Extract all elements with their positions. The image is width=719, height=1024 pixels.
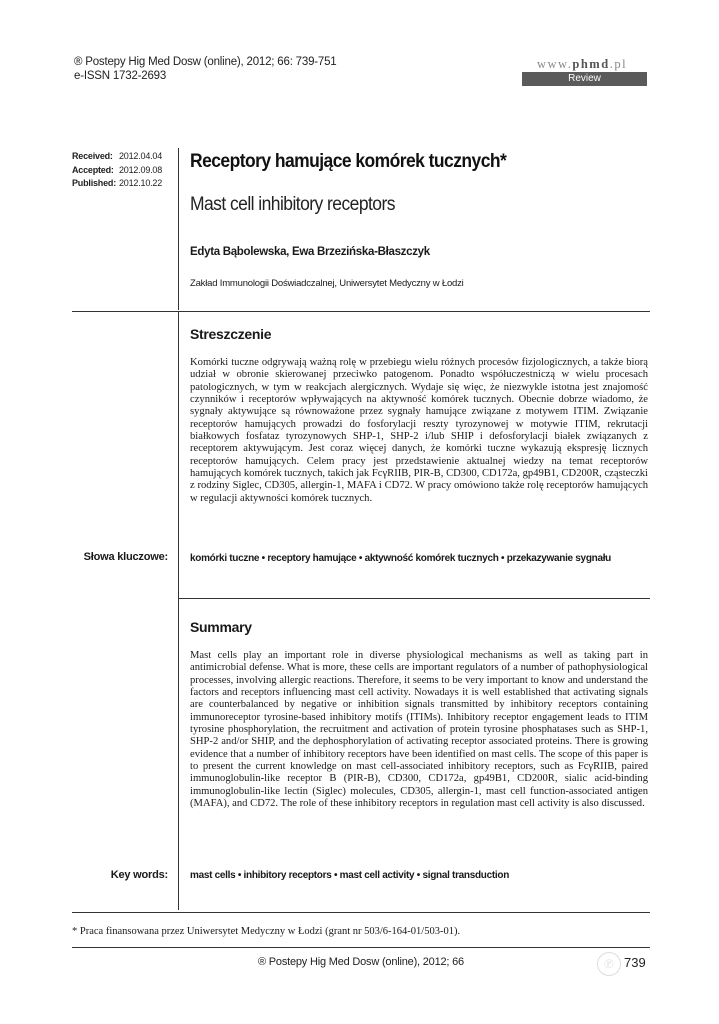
abstract-text-polish: Komórki tuczne odgrywają ważną rolę w przebiegu wielu różnych procesów fizjologicznych, a także biorą udział w obronie skierowanej przeciwko patogenom. Ponadto współuczestniczą w wielu procesach patologicznych, w tym w reakcjach alergicznych. Wydaje się więc, że niezwykle istotna jest znajomość czynników i receptorów wpływających na aktywność komórek tucznych. Obecnie dobrze wiadomo, że sygnały aktywujące są równoważone przez sygnały hamujące związane z motywem ITIM. Związanie receptorów hamujących prowadzi do fosforylacji reszty tyrozynowej w motywie ITIM, rekrutacji białkowych fosfataz tyrozynowych SHP-1, SHP-2 i/lub SHIP i defosforylacji białek związanych z receptorem aktywującym. Jest coraz więcej danych, że komórki tuczne wykazują ekspresję licznych receptorów hamujących. Celem pracy jest przedstawienie aktualnej wiedzy na temat receptorów hamujących komórek tucznych, takich jak FcγRIIB, PIR-B, CD300, CD172a, gp49B1, CD200R, cząsteczki z rodziny Siglec, CD305, allergin-1, MAFA i CD72. W pracy omówiono także rolę receptorów hamujących w regulacji aktywności komórek tucznych.: [190, 357, 648, 504]
abstract-text-english: Mast cells play an important role in diverse physiological mechanisms as well as taking part in antimicrobial defense. What is more, these cells are important regulators of a number of pathophysiological processes, involving allergic reactions. Therefore, it seems to be very important to know and understand the factors and receptors influencing mast cell activity. Nowadays it is well established that activating signals are counterbalanced by negative or inhibition signals transmitted by inhibitory receptors containing immunoreceptor tyrosine-based inhibitory motifs (ITIMs). Inhibitory receptor engagement leads to ITIM tyrosine phosphorylation, the recruitment and activation of protein tyrosine phosphatases such as SHP-1, SHP-2 and/or SHIP, and the dephosphorylation of activating receptor associated proteins. There is growing evidence that a number of inhibitory receptors have been identified on mast cells. The scope of this paper is to present the current knowledge on mast cell-associated inhibitory receptors, such as FcγRIIB, paired immunoglobulin-like receptor B (PIR-B), CD300, CD172a, gp49B1, CD200R, sialic acid-binding immunoglobulin-like lectin (Siglec) molecules, CD305, allergin-1, mast cell function-associated antigen (MAFA), and CD72. The role of these inhibitory receptors in regulation mast cell activity is also discussed.: [190, 650, 648, 810]
keyword: signal transduction: [422, 870, 510, 881]
footer-divider: [72, 947, 650, 948]
keyword: komórki tuczne: [190, 553, 260, 564]
date-published: [72, 177, 162, 191]
journal-issn: e-ISSN 1732-2693: [74, 70, 167, 82]
column-divider: [178, 148, 179, 310]
date-value: 2012.10.22: [119, 178, 163, 188]
page-number: 739: [624, 955, 646, 970]
footnote-divider: [72, 912, 650, 913]
funding-footnote: * Praca finansowana przez Uniwersytet Medyczny w Łodzi (grant nr 503/6-164-01/503-01).: [72, 926, 461, 937]
site-prefix: www.: [537, 57, 573, 71]
site-suffix: .pl: [609, 57, 628, 71]
date-value: 2012.04.04: [119, 151, 163, 161]
journal-website-link[interactable]: [537, 57, 627, 72]
journal-logo-icon: ℗: [597, 952, 621, 976]
keywords-label-english: Key words:: [110, 869, 168, 881]
date-label: Published:: [72, 178, 117, 188]
journal-citation: ® Postepy Hig Med Dosw (online), 2012; 66: 739-751: [74, 56, 337, 68]
date-received: [72, 150, 162, 164]
section-divider: [72, 311, 650, 312]
article-title-english: Mast cell inhibitory receptors: [190, 194, 395, 215]
keywords-list-english: mast cells • inhibitory receptors • mast cell activity • signal transduction: [190, 870, 510, 881]
abstract-heading-english: Summary: [190, 619, 252, 635]
keyword: aktywność komórek tucznych: [364, 553, 499, 564]
abstract-heading-polish: Streszczenie: [190, 326, 272, 342]
site-name: phmd: [572, 57, 610, 71]
author-affiliation: Zakład Immunologii Doświadczalnej, Uniwersytet Medyczny w Łodzi: [190, 278, 464, 289]
date-label: Accepted:: [72, 164, 114, 175]
keyword: inhibitory receptors: [243, 870, 332, 881]
article-type-badge: Review: [522, 72, 647, 86]
article-authors: Edyta Bąbolewska, Ewa Brzezińska-Błaszczyk: [190, 246, 430, 258]
keyword: mast cells: [190, 870, 236, 881]
date-value: 2012.09.08: [119, 164, 163, 175]
footer-citation: ® Postepy Hig Med Dosw (online), 2012; 66: [258, 956, 464, 968]
date-accepted: [72, 164, 162, 178]
publication-dates: [72, 150, 162, 191]
column-divider: [178, 312, 179, 910]
keyword: receptory hamujące: [267, 553, 357, 564]
keywords-label-polish: Słowa kluczowe:: [83, 551, 168, 563]
keywords-list-polish: komórki tuczne • receptory hamujące • aktywność komórek tucznych • przekazywanie sygnału: [190, 553, 611, 564]
article-title-polish: Receptory hamujące komórek tucznych*: [190, 151, 507, 172]
keyword: mast cell activity: [339, 870, 415, 881]
keyword: przekazywanie sygnału: [506, 553, 611, 564]
date-label: Received:: [72, 151, 113, 161]
section-divider: [178, 598, 650, 599]
